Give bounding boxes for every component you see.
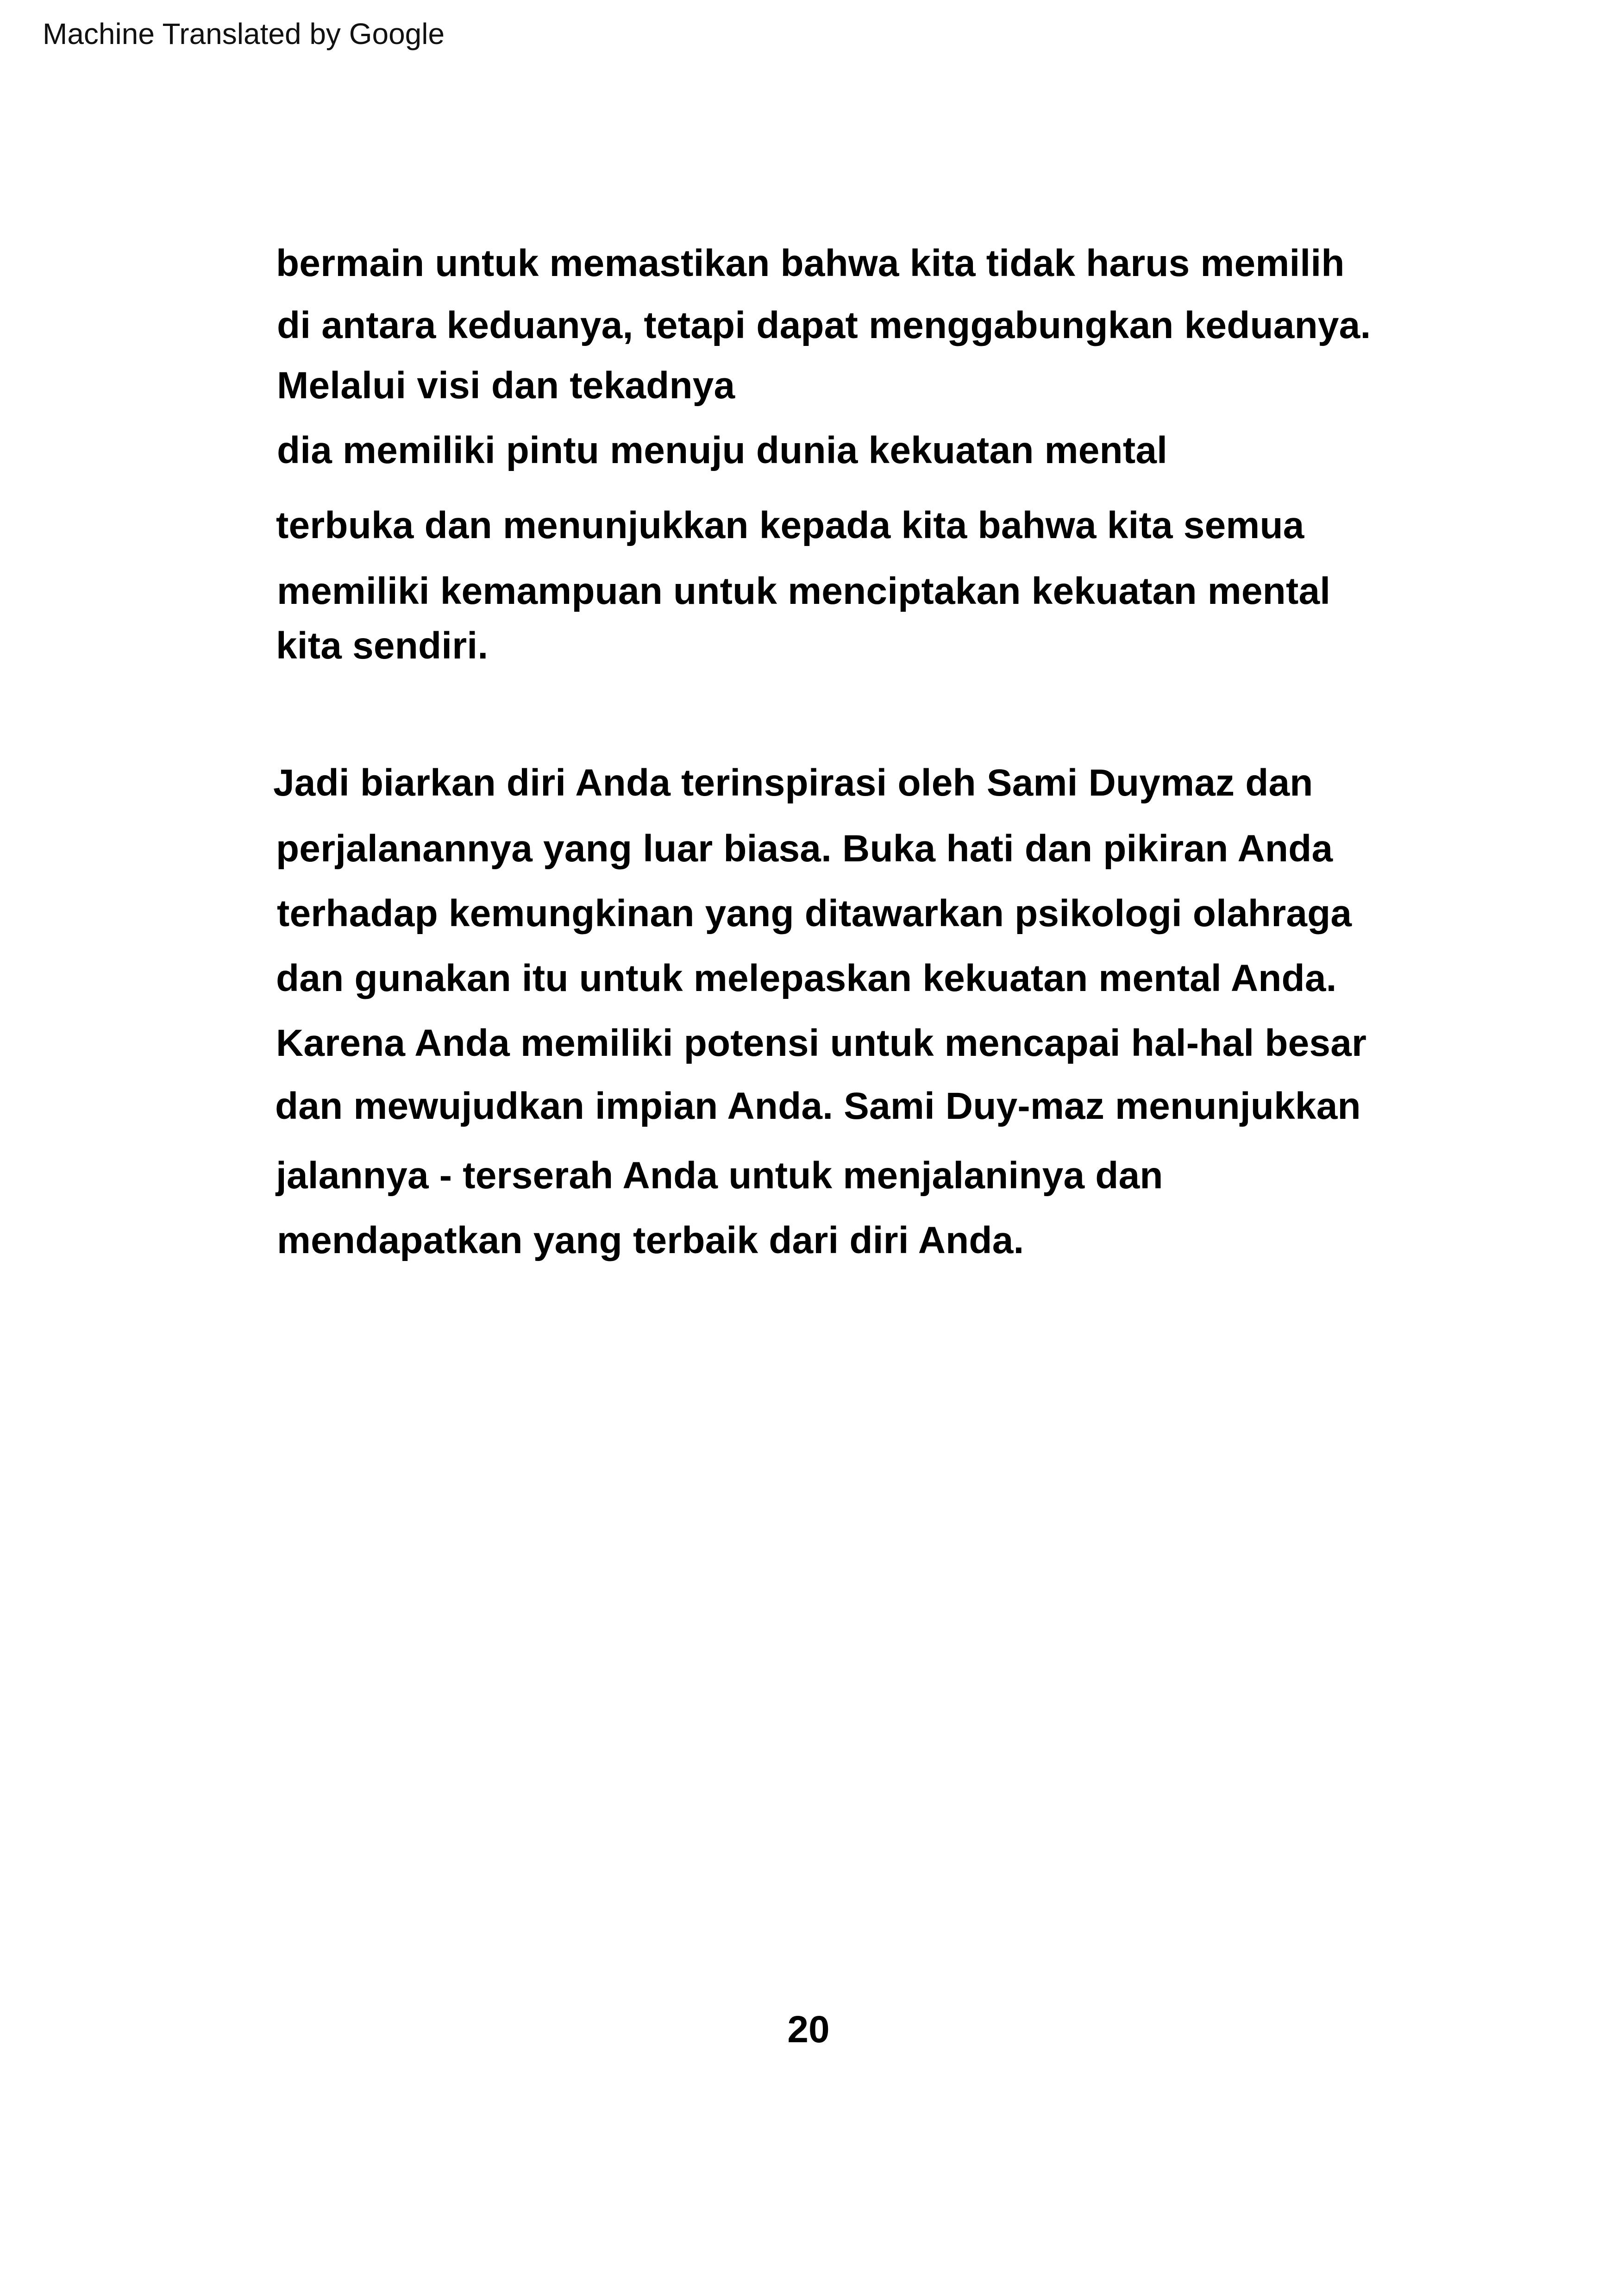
paragraph-2-line-8: mendapatkan yang terbaik dari diri Anda. bbox=[277, 1219, 1024, 1261]
paragraph-2-line-5: Karena Anda memiliki potensi untuk mencapai hal-hal besar bbox=[276, 1022, 1367, 1064]
paragraph-1-line-3: Melalui visi dan tekadnya bbox=[277, 364, 735, 407]
paragraph-2-line-1: Jadi biarkan diri Anda terinspirasi oleh Sami Duymaz dan bbox=[273, 762, 1313, 804]
machine-translation-banner: Machine Translated by Google bbox=[43, 17, 445, 50]
paragraph-1-line-7: kita sendiri. bbox=[276, 625, 489, 667]
page-number: 20 bbox=[787, 2008, 830, 2051]
paragraph-1-line-2: di antara keduanya, tetapi dapat menggabungkan keduanya. bbox=[277, 304, 1371, 346]
paragraph-2-line-6: dan mewujudkan impian Anda. Sami Duy-maz menunjukkan bbox=[275, 1085, 1361, 1127]
paragraph-1-line-1: bermain untuk memastikan bahwa kita tidak harus memilih bbox=[276, 242, 1345, 284]
paragraph-2-line-4: dan gunakan itu untuk melepaskan kekuatan mental Anda. bbox=[276, 957, 1337, 999]
paragraph-1-line-4: dia memiliki pintu menuju dunia kekuatan mental bbox=[277, 429, 1168, 471]
paragraph-2-line-3: terhadap kemungkinan yang ditawarkan psikologi olahraga bbox=[277, 892, 1352, 935]
paragraph-1-line-6: memiliki kemampuan untuk menciptakan kekuatan mental bbox=[277, 570, 1331, 612]
paragraph-1-line-5: terbuka dan menunjukkan kepada kita bahwa kita semua bbox=[276, 504, 1304, 546]
paragraph-2-line-7: jalannya - terserah Anda untuk menjalaninya dan bbox=[276, 1154, 1163, 1197]
paragraph-2-line-2: perjalanannya yang luar biasa. Buka hati dan pikiran Anda bbox=[276, 828, 1333, 870]
